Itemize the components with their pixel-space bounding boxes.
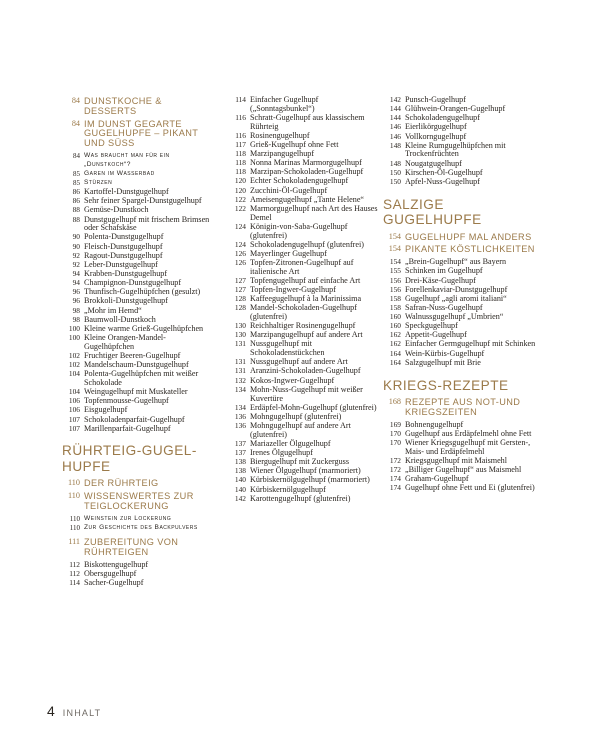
toc-page-number: 85 xyxy=(73,179,80,188)
toc-page-number: 174 xyxy=(389,483,401,493)
toc-list-ruehrteig-end xyxy=(383,96,543,187)
toc-entry-title: Sacher-Gugelhupf xyxy=(84,577,144,587)
toc-entry[interactable] xyxy=(62,334,212,352)
toc-page-number: 124 xyxy=(234,239,246,249)
toc-page-number: 84 xyxy=(71,96,80,105)
toc-page-number: 104 xyxy=(68,369,80,379)
toc-page-number: 94 xyxy=(72,269,80,279)
section-heading-ruehrteig: RÜHRTEIG-GUGEL-HUPFE xyxy=(62,443,197,474)
toc-page-number: 112 xyxy=(69,559,80,569)
toc-page-number: 126 xyxy=(234,257,246,267)
toc-page-number: 140 xyxy=(234,484,246,494)
toc-page-number: 100 xyxy=(68,323,80,333)
toc-entry-title: DUNSTKOCHE & DESSERTS xyxy=(84,96,162,116)
toc-page-number: 140 xyxy=(234,475,246,485)
toc-entry-title: „Mohr im Hemd“ xyxy=(84,305,142,315)
toc-entry[interactable] xyxy=(228,386,378,404)
toc-subtopic[interactable] xyxy=(62,152,212,170)
toc-entry-title: Glühwein-Orangen-Gugelhupf xyxy=(405,104,506,114)
toc-page-number: 100 xyxy=(68,333,80,343)
toc-entry-title: Ragout-Dunstgugelhupf xyxy=(84,250,163,260)
toc-entry[interactable] xyxy=(228,259,378,277)
toc-entry-title: Baumwoll-Dunstkoch xyxy=(84,314,156,324)
toc-page-number: 127 xyxy=(234,285,246,294)
toc-list-salzige xyxy=(383,233,543,368)
toc-page-number: 86 xyxy=(72,196,80,206)
toc-entry-title: Erdäpfel-Mohn-Gugelhupf (glutenfrei) xyxy=(250,402,377,412)
toc-page-number: 172 xyxy=(389,455,401,465)
toc-entry-title: Eisgugelhupf xyxy=(84,405,128,415)
toc-entry-title: PIKANTE KÖSTLICHKEITEN xyxy=(405,244,535,255)
toc-page-number: 107 xyxy=(68,423,80,433)
toc-page-number: 160 xyxy=(389,321,401,331)
toc-entry-title: Schratt-Gugelhupf aus klassischem Rührteig xyxy=(250,112,365,131)
toc-page-number: 134 xyxy=(234,384,246,394)
toc-entry-title: Mandel-Schokoladen-Gugelhupf (glutenfrei) xyxy=(250,303,357,322)
toc-page-number: 110 xyxy=(69,514,80,523)
toc-page-number: 106 xyxy=(68,396,80,406)
toc-entry-title: Gemüse-Dunstkoch xyxy=(84,205,149,215)
toc-entry-title: Zur Geschichte des Backpulvers xyxy=(84,523,198,531)
toc-page-number: 148 xyxy=(389,158,401,168)
toc-page-number: 150 xyxy=(389,167,401,177)
section-heading-salzige: SALZIGE GUGELHUPFE xyxy=(383,196,482,228)
toc-subtopic[interactable] xyxy=(62,524,212,533)
toc-page-number: 131 xyxy=(234,339,246,349)
toc-page-number: 136 xyxy=(234,411,246,421)
toc-entry-title: Polenta-Dunstgugelhupf xyxy=(84,232,164,242)
toc-page-number: 112 xyxy=(69,568,80,578)
toc-entry-title: Aranzini-Schokoladen-Gugelhupf xyxy=(250,366,361,376)
toc-page-number: 122 xyxy=(234,203,246,213)
toc-page-number: 111 xyxy=(68,537,80,547)
toc-page-number: 92 xyxy=(72,259,80,269)
toc-page-number: 120 xyxy=(234,176,246,186)
toc-page-number: 92 xyxy=(72,250,80,260)
toc-entry-title: Forellenkaviar-Dunstgugelhupf xyxy=(405,284,508,294)
toc-category[interactable] xyxy=(62,492,212,512)
toc-entry-title: Nonna Marinas Marmorgugelhupf xyxy=(250,158,362,168)
toc-page-number: 118 xyxy=(235,167,246,177)
toc-entry-title: Sehr feiner Spargel-Dunstgugelhupf xyxy=(84,196,202,206)
toc-page-number: 170 xyxy=(389,437,401,447)
toc-page-number: 94 xyxy=(72,278,80,288)
toc-list-kriegs xyxy=(383,398,543,493)
toc-entry[interactable] xyxy=(62,406,212,415)
toc-category[interactable] xyxy=(62,120,212,149)
toc-entry-title: Kaffeegugelhupf à la Marinissima xyxy=(250,294,362,304)
toc-entry[interactable] xyxy=(228,422,378,440)
toc-entry[interactable] xyxy=(62,579,212,588)
toc-entry-title: Marzipan-Schokoladen-Gugelhupf xyxy=(250,167,364,177)
toc-category[interactable] xyxy=(62,479,212,489)
toc-entry-title: IM DUNST GEGARTE GUGELHUPFE – PIKANT UND SÜSS xyxy=(84,118,199,149)
toc-entry-title: Drei-Käse-Gugelhupf xyxy=(405,275,476,285)
toc-page-number: 116 xyxy=(235,130,246,140)
toc-entry-title: DER RÜHRTEIG xyxy=(84,478,159,489)
toc-entry-title: Wiener Kriegsgugelhupf mit Gersten-, Mais- und Erdäpfelmehl xyxy=(405,437,531,456)
toc-page-number: 158 xyxy=(389,293,401,303)
toc-entry-title: Ameisengugelhupf „Tante Helene“ xyxy=(250,194,365,204)
toc-entry-title: Kleine Orangen-Mandel-Gugelhüpfchen xyxy=(84,333,166,351)
page-footer xyxy=(47,703,101,719)
toc-entry-title: Reichhaltiger Rosinengugelhupf xyxy=(250,321,356,331)
toc-entry[interactable] xyxy=(62,216,212,234)
toc-entry-title: Fruchtiger Beeren-Gugelhupf xyxy=(84,350,181,360)
toc-entry-title: Safran-Nuss-Gugelhupf xyxy=(405,302,483,312)
toc-entry-title: Stürzen xyxy=(84,179,113,187)
toc-entry[interactable] xyxy=(62,425,212,434)
toc-entry-title: Karottengugelhupf (glutenfrei) xyxy=(250,493,351,503)
toc-entry-title: Mariazeller Ölgugelhupf xyxy=(250,438,331,448)
toc-page-number: 106 xyxy=(68,405,80,415)
toc-page-number: 146 xyxy=(389,131,401,141)
toc-entry[interactable] xyxy=(383,484,543,493)
toc-page-number: 131 xyxy=(234,357,246,367)
toc-category[interactable] xyxy=(383,245,543,255)
toc-entry[interactable] xyxy=(62,233,212,242)
toc-entry-title: Salzgugelhupf mit Brie xyxy=(405,357,481,367)
toc-page-number: 98 xyxy=(72,305,80,315)
page-number: 4 xyxy=(47,703,55,719)
toc-page-number: 136 xyxy=(234,420,246,430)
toc-entry-title: Speckgugelhupf xyxy=(405,321,458,331)
toc-entry[interactable] xyxy=(383,277,543,286)
toc-page-number: 84 xyxy=(71,118,80,128)
toc-page-number: 144 xyxy=(389,113,401,123)
toc-entry-title: Vollkorngugelhupf xyxy=(405,131,467,141)
toc-entry-title: Kürbiskernölgugelhupf xyxy=(250,484,326,494)
toc-entry[interactable] xyxy=(228,114,378,132)
toc-category[interactable] xyxy=(62,538,212,558)
toc-entry-title: Krabben-Dunstgugelhupf xyxy=(84,269,168,279)
toc-entry-title: Schokoladengugelhupf (glutenfrei) xyxy=(250,239,364,249)
toc-entry-title: Nougatgugelhupf xyxy=(405,158,462,168)
toc-page-number: 164 xyxy=(389,357,401,367)
toc-entry-title: Topfenmousse-Gugelhupf xyxy=(84,396,169,406)
toc-page-number: 162 xyxy=(389,330,401,340)
toc-page-number: 137 xyxy=(234,438,246,448)
toc-page-number: 138 xyxy=(234,466,246,476)
toc-entry[interactable] xyxy=(383,142,543,160)
toc-entry-title: Schokoladengugelhupf xyxy=(405,113,480,123)
toc-entry-title: Echter Schokoladengugelhupf xyxy=(250,176,349,186)
toc-entry-title: Mandelschaum-Dunstgugelhupf xyxy=(84,360,189,370)
toc-entry-title: Polenta-Gugelhüpfchen mit weißer Schokolade xyxy=(84,369,199,387)
toc-entry-title: Thunfisch-Gugelhüpfchen (gesulzt) xyxy=(84,287,201,297)
toc-page-number: 114 xyxy=(235,95,246,104)
toc-page-number: 131 xyxy=(234,366,246,376)
toc-column-2 xyxy=(228,96,378,504)
toc-page-number: 142 xyxy=(234,493,246,503)
toc-entry-title: ZUBEREITUNG VON RÜHRTEIGEN xyxy=(84,537,179,557)
toc-entry[interactable] xyxy=(228,177,378,186)
toc-entry-title: Gugelhupf aus Erdäpfelmehl ohne Fett xyxy=(405,428,532,438)
toc-page-number: 132 xyxy=(234,375,246,385)
toc-entry-title: Kirschen-Öl-Gugelhupf xyxy=(405,167,483,177)
toc-page-number: 146 xyxy=(389,122,401,132)
toc-entry[interactable] xyxy=(62,416,212,425)
toc-entry[interactable] xyxy=(228,96,378,114)
toc-entry-title: Topfen-Ingwer-Gugelhupf xyxy=(250,285,336,294)
toc-page-number: 148 xyxy=(389,140,401,150)
toc-page-number: 114 xyxy=(69,577,80,587)
toc-entry[interactable] xyxy=(383,133,543,142)
toc-entry[interactable] xyxy=(383,267,543,276)
toc-entry-title: Irenes Ölgugelhupf xyxy=(250,447,313,457)
toc-page-number: 169 xyxy=(389,419,401,429)
toc-entry-title: Rosinengugelhupf xyxy=(250,130,310,140)
toc-entry-title: Marzipangugelhupf xyxy=(250,149,315,159)
toc-entry-title: Graham-Gugelhupf xyxy=(405,474,469,484)
toc-page-number: 88 xyxy=(72,214,80,224)
toc-page-number: 154 xyxy=(388,231,401,241)
toc-entry-title: Marillenparfait-Gugelhupf xyxy=(84,423,171,433)
toc-entry-title: Mohn-Nuss-Gugelhupf mit weißer Kuvertüre xyxy=(250,384,363,403)
toc-entry-title: „Billiger Gugelhupf“ aus Maismehl xyxy=(405,464,522,474)
toc-page-number: 118 xyxy=(235,149,246,159)
toc-page-number: 122 xyxy=(234,194,246,204)
toc-entry[interactable] xyxy=(228,304,378,322)
toc-page-number: 90 xyxy=(72,232,80,242)
toc-page-number: 85 xyxy=(73,169,80,178)
toc-category[interactable] xyxy=(383,233,543,243)
toc-entry-title: REZEPTE AUS NOT-UND KRIEGSZEITEN xyxy=(405,397,521,417)
toc-page-number: 102 xyxy=(68,360,80,370)
toc-page-number: 116 xyxy=(235,112,246,122)
toc-page-number: 134 xyxy=(234,402,246,412)
toc-page-number: 142 xyxy=(389,95,401,104)
toc-entry[interactable] xyxy=(228,367,378,376)
toc-page-number: 144 xyxy=(389,104,401,114)
toc-entry-title: Kokos-Ingwer-Gugelhupf xyxy=(250,375,335,385)
toc-entry-title: Biskottengugelhupf xyxy=(84,559,149,569)
toc-entry-title: Grieß-Kugelhupf ohne Fett xyxy=(250,139,339,149)
toc-page-number: 128 xyxy=(234,303,246,313)
toc-entry[interactable] xyxy=(383,359,543,368)
toc-entry[interactable] xyxy=(383,439,543,457)
toc-entry-title: Mohngugelhupf auf andere Art (glutenfrei) xyxy=(250,420,351,439)
toc-page-number: 110 xyxy=(68,491,80,501)
toc-entry-title: Punsch-Gugelhupf xyxy=(405,95,466,104)
toc-page-number: 156 xyxy=(389,284,401,294)
toc-entry[interactable] xyxy=(62,370,212,388)
toc-entry-title: Nussgugelhupf auf andere Art xyxy=(250,357,348,367)
toc-entry[interactable] xyxy=(228,205,378,223)
toc-entry-title: Walnussgugelhupf „Umbrien“ xyxy=(405,312,504,322)
toc-entry[interactable] xyxy=(62,206,212,215)
section-heading-kriegs: KRIEGS-REZEPTE xyxy=(383,377,509,393)
toc-entry-title: Kürbiskernölgugelhupf (marmoriert) xyxy=(250,475,370,485)
toc-entry-title: Brokkoli-Dunstgugelhupf xyxy=(84,296,168,306)
toc-page-number: 110 xyxy=(69,523,80,532)
toc-entry-title: Königin-von-Saba-Gugelhupf (glutenfrei) xyxy=(250,221,348,240)
toc-page-number: 155 xyxy=(389,266,401,276)
toc-entry-title: Schokoladenparfait-Gugelhupf xyxy=(84,414,185,424)
toc-entry-title: Kriegsgugelhupf mit Maismehl xyxy=(405,455,507,465)
toc-page-number: 156 xyxy=(389,275,401,285)
toc-entry[interactable] xyxy=(228,340,378,358)
toc-page-number: 168 xyxy=(388,397,401,407)
toc-entry-title: WISSENSWERTES ZUR TEIGLOCKERUNG xyxy=(84,491,194,511)
toc-column-1 xyxy=(62,96,212,588)
page-label: INHALT xyxy=(62,708,102,718)
toc-entry-title: Gugelhupf „agli aromi italiani“ xyxy=(405,293,507,303)
toc-page-number: 172 xyxy=(389,464,401,474)
toc-entry-title: Marmorgugelhupf nach Art des Hauses Demel xyxy=(250,203,378,222)
toc-page-number: 174 xyxy=(389,474,401,484)
toc-page-number: 130 xyxy=(234,330,246,340)
toc-page-number: 84 xyxy=(73,151,80,160)
toc-entry-title: „Brein-Gugelhupf“ aus Bayern xyxy=(405,257,507,267)
toc-entry-title: Topfen-Zitronen-Gugelhupf auf italienische Art xyxy=(250,257,354,276)
toc-entry-title: Einfacher Germgugelhupf mit Schinken xyxy=(405,339,536,349)
toc-page-number: 120 xyxy=(234,185,246,195)
toc-page-number: 162 xyxy=(389,339,401,349)
toc-entry-title: Leber-Dunstgugelhupf xyxy=(84,259,158,269)
toc-entry[interactable] xyxy=(383,340,543,349)
toc-entry-title: Mayerlinger Gugelhupf xyxy=(250,248,327,258)
toc-page-number: 107 xyxy=(68,414,80,424)
toc-page-number: 158 xyxy=(389,302,401,312)
toc-entry[interactable] xyxy=(383,178,543,187)
toc-page-number: 154 xyxy=(389,257,401,267)
toc-page-number: 130 xyxy=(234,321,246,331)
toc-page-number: 90 xyxy=(72,241,80,251)
toc-entry-title: Kleine Rumgugelhüpfchen mit Trockenfrüchten xyxy=(405,140,506,159)
toc-page-number: 104 xyxy=(68,387,80,397)
toc-entry-title: Fleisch-Dunstgugelhupf xyxy=(84,241,163,251)
toc-entry[interactable] xyxy=(228,223,378,241)
toc-entry-title: Gugelhupf ohne Fett und Ei (glutenfrei) xyxy=(405,483,535,493)
toc-entry-title: Einfacher Gugelhupf („Sonntagsbunkel“) xyxy=(250,95,319,113)
toc-page-number: 154 xyxy=(388,244,401,254)
toc-page-number: 86 xyxy=(72,187,80,197)
toc-entry-title: Garen im Wasserbad xyxy=(84,169,155,177)
toc-page-number: 164 xyxy=(389,348,401,358)
toc-entry-title: Dunstgugelhupf mit frischem Brimsen oder Schafskäse xyxy=(84,214,210,233)
toc-entry[interactable] xyxy=(383,123,543,132)
toc-list-ruehrteig-continued xyxy=(228,96,378,503)
toc-entry-title: Nussgugelhupf mit Schokoladenstückchen xyxy=(250,339,325,358)
toc-category[interactable] xyxy=(62,97,212,117)
toc-page-number: 138 xyxy=(234,457,246,467)
toc-entry-title: Bohnengugelhupf xyxy=(405,419,464,429)
toc-subtopic[interactable] xyxy=(62,170,212,179)
toc-page-number: 160 xyxy=(389,312,401,322)
toc-column-3 xyxy=(383,96,543,493)
toc-entry-title: Apfel-Nuss-Gugelhupf xyxy=(405,176,480,186)
toc-page-number: 126 xyxy=(234,248,246,258)
toc-entry[interactable] xyxy=(228,495,378,504)
toc-entry-title: Marzipangugelhupf auf andere Art xyxy=(250,330,363,340)
toc-page-number: 150 xyxy=(389,176,401,186)
toc-list-ruehrteig xyxy=(62,479,212,587)
toc-entry-title: Mohngugelhupf (glutenfrei) xyxy=(250,411,342,421)
toc-page-number: 127 xyxy=(234,275,246,285)
toc-entry-title: Weinstein zur Lockerung xyxy=(84,514,172,522)
toc-page-number: 117 xyxy=(235,139,246,149)
toc-entry-title: Wein-Kürbis-Gugelhupf xyxy=(405,348,485,358)
toc-page-number: 124 xyxy=(234,221,246,231)
toc-entry[interactable] xyxy=(228,486,378,495)
toc-entry-title: Topfengugelhupf auf einfache Art xyxy=(250,275,361,285)
toc-entry-title: Weingugelhupf mit Muskateller xyxy=(84,387,188,397)
toc-entry-title: Eierlikörgugelhupf xyxy=(405,122,467,132)
toc-entry[interactable] xyxy=(62,297,212,306)
toc-page-number: 98 xyxy=(72,314,80,324)
toc-entry-title: Kartoffel-Dunstgugelhupf xyxy=(84,187,169,197)
toc-entry-title: Kleine warme Grieß-Gugelhüpfchen xyxy=(84,323,204,333)
toc-entry-title: Appetit-Gugelhupf xyxy=(405,330,467,340)
toc-entry-title: Biergugelhupf mit Zuckerguss xyxy=(250,457,349,467)
toc-page-number: 102 xyxy=(68,350,80,360)
toc-page-number: 137 xyxy=(234,447,246,457)
toc-page-number: 118 xyxy=(235,158,246,168)
toc-subtopic[interactable] xyxy=(62,515,212,524)
toc-list-dunstkoche xyxy=(62,97,212,433)
toc-category[interactable] xyxy=(383,398,543,418)
toc-entry-title: Champignon-Dunstgugelhupf xyxy=(84,278,182,288)
toc-entry-title: Wiener Ölgugelhupf (marmoriert) xyxy=(250,466,361,476)
toc-page-number: 170 xyxy=(389,428,401,438)
toc-entry[interactable] xyxy=(228,476,378,485)
toc-entry-title: GUGELHUPF MAL ANDERS xyxy=(405,231,532,242)
toc-page-number: 96 xyxy=(72,287,80,297)
toc-page-number: 96 xyxy=(72,296,80,306)
toc-entry-title: Obersgugelhupf xyxy=(84,568,137,578)
toc-entry-title: Zucchini-Öl-Gugelhupf xyxy=(250,185,328,195)
toc-entry-title: Schinken im Gugelhupf xyxy=(405,266,483,276)
toc-page-number: 88 xyxy=(72,205,80,215)
toc-page-number: 110 xyxy=(68,478,80,488)
toc-entry-title: Was braucht man für ein „Dunstkoch“? xyxy=(84,151,170,168)
toc-page-number: 128 xyxy=(234,294,246,304)
